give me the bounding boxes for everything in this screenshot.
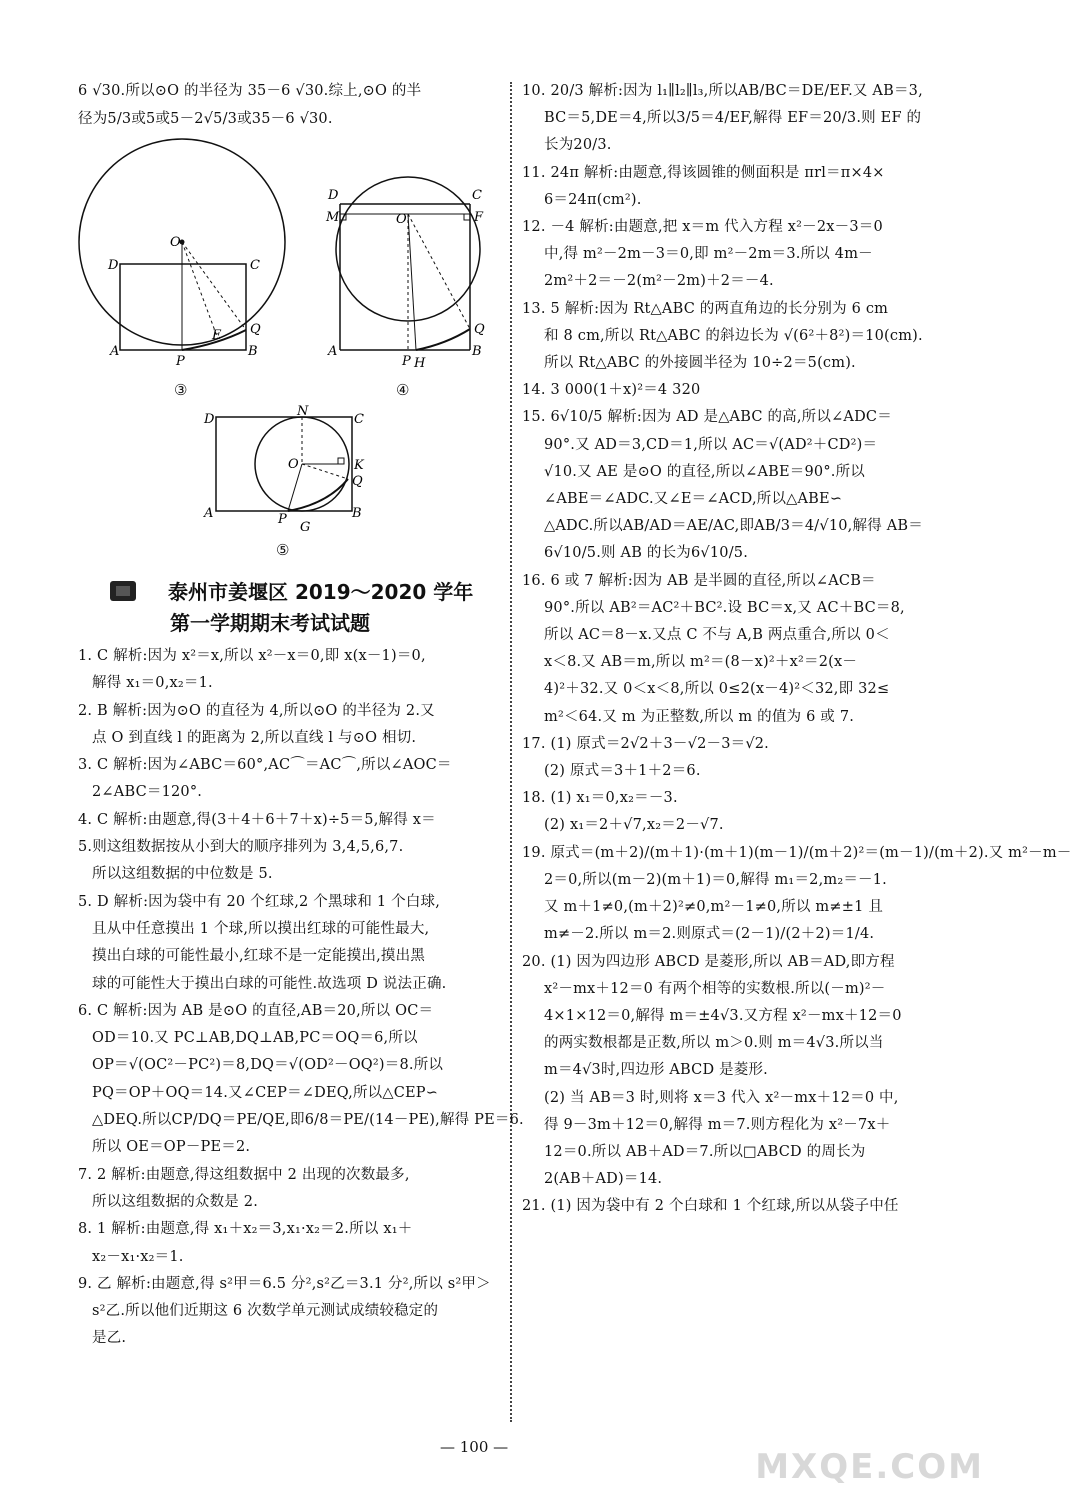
answer-line: 17. (1) 原式＝2√2＋3－√2－3＝√2. [522, 735, 769, 752]
answer-line: m＝4√3时,四边形 ABCD 是菱形. [544, 1062, 768, 1079]
answer-line: 6＝24π(cm²). [544, 191, 642, 208]
answer-line: BC＝5,DE＝4,所以3/5＝4/EF,解得 EF＝20/3.则 EF 的 [544, 110, 922, 127]
answer-line: 11. 24π 解析:由题意,得该圆锥的侧面积是 πrl＝π×4× [522, 164, 885, 181]
segment [302, 464, 348, 479]
label-d: D [108, 258, 119, 273]
answer-line: 且从中任意摸出 1 个球,所以摸出红球的可能性最大, [92, 920, 430, 937]
column-divider [510, 82, 512, 1422]
label-q: Q [352, 474, 363, 489]
label-g: G [300, 520, 311, 535]
answer-line: 5.则这组数据按从小到大的顺序排列为 3,4,5,6,7. [78, 839, 404, 856]
segment [182, 242, 218, 339]
figure-row [78, 404, 498, 569]
page-number: — 100 — [440, 1438, 509, 1456]
section-title-line2: 第一学期期末考试试题 [170, 611, 370, 635]
answer-line: 得 9－3m＋12＝0,解得 m＝7.则方程化为 x²－7x＋ [544, 1116, 891, 1133]
label-n: N [297, 404, 309, 419]
answer-line: 的两实数根都是正数,所以 m＞0.则 m＝4√3.所以当 [544, 1035, 884, 1052]
rectangle-abcd [120, 264, 246, 350]
answer-line: 所以这组数据的众数是 2. [92, 1193, 259, 1210]
answer-line: 中,得 m²－2m－3＝0,即 m²－2m＝3.所以 4m－ [544, 246, 873, 263]
label-c: C [472, 188, 482, 203]
answer-line: 3. C 解析:因为∠ABC＝60°,AC⌒＝AC⌒,所以∠AOC＝ [78, 757, 452, 774]
answer-line: OD＝10.又 PC⊥AB,DQ⊥AB,PC＝OQ＝6,所以 [92, 1030, 418, 1047]
label-b: B [248, 344, 258, 359]
answer-line: OP＝√(OC²－PC²)＝8,DQ＝√(OD²－OQ²)＝8.所以 [92, 1057, 444, 1074]
answer-line: 是乙. [92, 1330, 127, 1347]
answer-line: 所以 OE＝OP－PE＝2. [92, 1139, 251, 1156]
answer-line: ∠ABE＝∠ADC.又∠E＝∠ACD,所以△ABE∽ [544, 491, 843, 508]
figure-4-diagram [326, 169, 496, 379]
answer-line: 8. 1 解析:由题意,得 x₁＋x₂＝3,x₁·x₂＝2.所以 x₁＋ [78, 1221, 413, 1238]
text-line: 6 √30.所以⊙O 的半径为 35－6 √30.综上,⊙O 的半 [78, 83, 422, 99]
answer-line: 所以这组数据的中位数是 5. [92, 866, 273, 883]
label-o: O [288, 457, 299, 472]
right-angle-mark [338, 458, 344, 464]
answer-line: 2. B 解析:因为⊙O 的直径为 4,所以⊙O 的半径为 2.又 [78, 702, 435, 719]
right-angle-mark [464, 214, 470, 220]
answer-line: 又 m＋1≠0,(m＋2)²≠0,m²－1≠0,所以 m≠±1 且 [544, 899, 884, 916]
answer-line: 13. 5 解析:因为 Rt△ABC 的两直角边的长分别为 6 cm [522, 300, 889, 317]
answer-line: 2(AB＋AD)＝14. [544, 1171, 663, 1188]
answer-line: x＜8.又 AB＝m,所以 m²＝(8－x)²＋x²＝2(x－ [544, 654, 858, 671]
segment [408, 214, 416, 350]
figure-3-caption: ③ [174, 381, 188, 399]
answer-line: 6√10/5.则 AB 的长为6√10/5. [544, 545, 749, 562]
figure-row [78, 139, 498, 409]
label-p: P [278, 512, 287, 527]
segment [182, 242, 246, 330]
answer-line: 5. D 解析:因为袋中有 20 个红球,2 个黑球和 1 个白球, [78, 893, 441, 910]
answer-line: 球的可能性大于摸出白球的可能性.故选项 D 说法正确. [92, 975, 447, 992]
answer-line: 12. －4 解析:由题意,把 x＝m 代入方程 x²－2x－3＝0 [522, 219, 883, 236]
rectangle-abcd [340, 176, 470, 350]
answer-line: 90°.又 AD＝3,CD＝1,所以 AC＝√(AD²＋CD²)＝ [544, 436, 878, 453]
answer-line: 4. C 解析:由题意,得(3＋4＋6＋7＋x)÷5＝5,解得 x＝ [78, 811, 436, 828]
label-d: D [328, 188, 339, 203]
answer-line: 点 O 到直线 l 的距离为 2,所以直线 l 与⊙O 相切. [92, 729, 417, 746]
answer-line: x²－mx＋12＝0 有两个相等的实数根.所以(－m)²－ [544, 980, 886, 997]
answer-line: 和 8 cm,所以 Rt△ABC 的斜边长为 √(6²＋8²)＝10(cm). [544, 327, 923, 344]
label-b: B [472, 344, 482, 359]
answer-line: 2∠ABC＝120°. [92, 784, 203, 801]
label-h: H [414, 356, 426, 371]
label-p: P [402, 354, 411, 369]
answer-line: s²乙.所以他们近期这 6 次数学单元测试成绩较稳定的 [92, 1303, 439, 1320]
label-k: K [354, 458, 364, 473]
label-f: F [474, 210, 484, 225]
answer-line: 6. C 解析:因为 AB 是⊙O 的直径,AB＝20,所以 OC＝ [78, 1002, 434, 1019]
answer-line: m≠－2.所以 m＝2.则原式＝(2－1)/(2＋2)＝1/4. [544, 926, 875, 943]
answer-line: △DEQ.所以CP/DQ＝PE/QE,即6/8＝PE/(14－PE),解得 PE＝6. [92, 1112, 524, 1129]
section-badge-icon [110, 581, 136, 601]
label-a: A [110, 344, 120, 359]
answer-line: 18. (1) x₁＝0,x₂＝－3. [522, 790, 678, 807]
answer-line: x₂－x₁·x₂＝1. [92, 1248, 184, 1265]
label-c: C [354, 412, 364, 427]
label-o: O [396, 212, 407, 227]
label-a: A [204, 506, 214, 521]
answer-line: (2) x₁＝2＋√7,x₂＝2－√7. [544, 817, 724, 834]
answer-line: PQ＝OP＋OQ＝14.又∠CEP＝∠DEQ,所以△CEP∽ [92, 1084, 439, 1101]
answer-line: m²＜64.又 m 为正整数,所以 m 的值为 6 或 7. [544, 708, 855, 725]
label-d: D [204, 412, 215, 427]
answer-line: 19. 原式＝(m＋2)/(m＋1)·(m＋1)(m－1)/(m＋2)²＝(m－1)/(m＋2).又 m²－m－ [522, 844, 1072, 861]
arc-pq [288, 479, 348, 511]
label-b: B [352, 506, 362, 521]
left-column [78, 78, 524, 1353]
section-header [78, 577, 498, 639]
answer-line: 9. 乙 解析:由题意,得 s²甲＝6.5 分²,s²乙＝3.1 分²,所以 s²甲＞ [78, 1275, 491, 1292]
answer-line: 1. C 解析:因为 x²＝x,所以 x²－x＝0,即 x(x－1)＝0, [78, 648, 426, 664]
answer-line: (2) 当 AB＝3 时,则将 x＝3 代入 x²－mx＋12＝0 中, [544, 1089, 899, 1106]
answer-line: 90°.所以 AB²＝AC²＋BC².设 BC＝x,又 AC＋BC＝8, [544, 599, 905, 616]
answer-line: 21. (1) 因为袋中有 2 个白球和 1 个红球,所以从袋子中任 [522, 1198, 899, 1215]
section-title-line1: 泰州市姜堰区 2019～2020 学年 [168, 580, 474, 604]
right-answers [522, 78, 1072, 1221]
answer-line: 15. 6√10/5 解析:因为 AD 是△ABC 的高,所以∠ADC＝ [522, 409, 892, 426]
figure-4-caption: ④ [396, 381, 410, 399]
figure-3-diagram [78, 139, 298, 379]
figure-5-diagram [202, 404, 372, 539]
left-answers [78, 643, 524, 1353]
answer-line: 解得 x₁＝0,x₂＝1. [92, 675, 213, 692]
label-a: A [328, 344, 338, 359]
label-m: M [326, 210, 340, 225]
answer-line: 12＝0.所以 AB＋AD＝7.所以□ABCD 的周长为 [544, 1143, 866, 1160]
arc-pq [416, 329, 470, 350]
label-c: C [250, 258, 260, 273]
answer-line: √10.又 AE 是⊙O 的直径,所以∠ABE＝90°.所以 [544, 463, 865, 480]
text-line: 径为5/3或5或5－2√5/3或35－6 √30. [78, 110, 333, 127]
label-p: P [176, 354, 185, 369]
answer-line: 10. 20/3 解析:因为 l₁∥l₂∥l₃,所以AB/BC＝DE/EF.又 AB＝3, [522, 83, 923, 99]
watermark: MXQE.COM [755, 1447, 984, 1487]
label-q: Q [250, 322, 261, 337]
segment [408, 214, 470, 329]
answer-line: 4)²＋32.又 0＜x＜8,所以 0≤2(x－4)²＜32,即 32≤ [544, 681, 890, 698]
label-o: O [170, 235, 181, 250]
label-e: E [212, 328, 222, 343]
answer-line: 所以 AC＝8－x.又点 C 不与 A,B 两点重合,所以 0＜ [544, 627, 890, 644]
answer-line: (2) 原式＝3＋1＋2＝6. [544, 763, 701, 780]
answer-line: 16. 6 或 7 解析:因为 AB 是半圆的直径,所以∠ACB＝ [522, 572, 876, 589]
answer-line: 4×1×12＝0,解得 m＝±4√3.又方程 x²－mx＋12＝0 [544, 1007, 902, 1024]
answer-line: 20. (1) 因为四边形 ABCD 是菱形,所以 AB＝AD,即方程 [522, 953, 895, 970]
answer-line: 2＝0,所以(m－2)(m＋1)＝0,解得 m₁＝2,m₂＝－1. [544, 871, 887, 888]
answer-line: 7. 2 解析:由题意,得这组数据中 2 出现的次数最多, [78, 1166, 410, 1183]
answer-line: 2m²＋2＝－2(m²－2m)＋2＝－4. [544, 273, 774, 290]
answer-line: 长为20/3. [544, 137, 612, 154]
figure-5-caption: ⑤ [276, 541, 290, 559]
answer-line: 摸出白球的可能性最小,红球不是一定能摸出,摸出黑 [92, 948, 426, 965]
answer-line: 所以 Rt△ABC 的外接圆半径为 10÷2＝5(cm). [544, 355, 856, 372]
answer-line: △ADC.所以AB/AD＝AE/AC,即AB/3＝4/√10,解得 AB＝ [544, 518, 923, 535]
label-q: Q [474, 322, 485, 337]
answer-line: 14. 3 000(1＋x)²＝4 320 [522, 382, 701, 399]
right-column [522, 78, 1072, 1221]
